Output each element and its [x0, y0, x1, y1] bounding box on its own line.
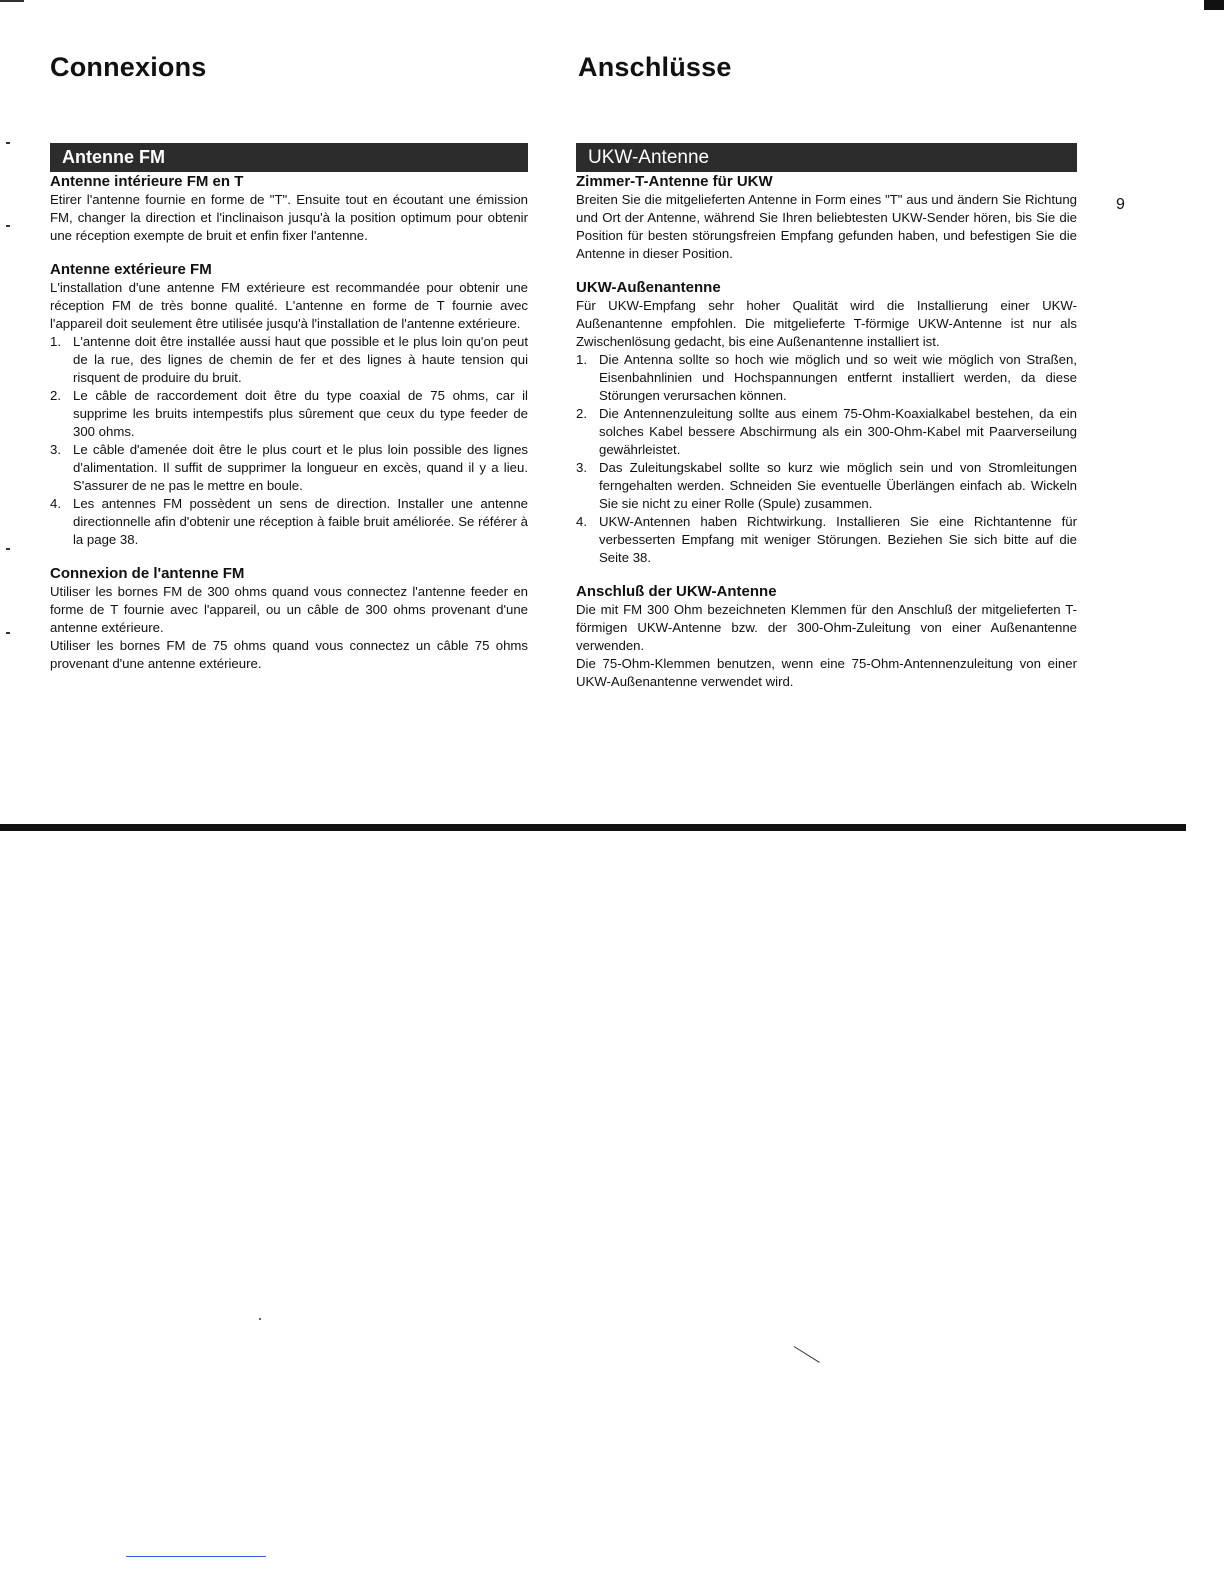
page-title-french: Connexions — [50, 52, 207, 82]
margin-speck — [6, 548, 10, 550]
list-item: 1. Die Antenna sollte so hoch wie möglich und so weit wie möglich von Straßen, Eisenbahnlinien und Hochspannungen entfernt installiert werden, da diese Störungen verursachen können. — [576, 352, 1077, 403]
section-heading: Connexion de l'antenne FM — [50, 565, 245, 582]
page-divider — [0, 824, 1186, 831]
section-heading: Antenne intérieure FM en T — [50, 173, 244, 190]
body-paragraph: Die mit FM 300 Ohm bezeichneten Klemmen für den Anschluß der mitgelieferten T-förmigen UKW-Antenne bzw. der 300-Ohm-Zuleitung von einer Außenantenne verwenden. — [576, 602, 1077, 653]
bottom-rule — [126, 1556, 266, 1557]
corner-mark — [0, 0, 24, 2]
list-item: 4. Les antennes FM possèdent un sens de direction. Installer une antenne directionnelle afin d'obtenir une réception à faible bruit améliorée. Se référer à la page 38. — [50, 496, 528, 547]
body-paragraph: Die 75-Ohm-Klemmen benutzen, wenn eine 75-Ohm-Antennenzuleitung von einer UKW-Außenantenne verwendet wird. — [576, 656, 1077, 689]
page-title-german: Anschlüsse — [578, 52, 732, 82]
section-heading: Zimmer-T-Antenne für UKW — [576, 173, 773, 190]
section-heading: UKW-Außenantenne — [576, 279, 721, 296]
section-heading: Anschluß der UKW-Antenne — [576, 583, 777, 600]
list-item: 2. Die Antennenzuleitung sollte aus einem 75-Ohm-Koaxialkabel bestehen, da ein solches Kabel bessere Abschirmung als ein 300-Ohm-Kabel mit Paarverseilung gewährleistet. — [576, 406, 1077, 457]
body-paragraph: Utiliser les bornes FM de 300 ohms quand vous connectez l'antenne feeder en forme de T fournie avec l'appareil, ou un câble de 300 ohms provenant d'une antenne extérieure. — [50, 584, 528, 635]
margin-speck — [6, 142, 10, 144]
scan-mark — [794, 1346, 820, 1363]
list-item: 4. UKW-Antennen haben Richtwirkung. Installieren Sie eine Richtantenne für verbesserten Empfang mit weniger Störungen. Beziehen Sie sich bitte auf die Seite 38. — [576, 514, 1077, 565]
body-paragraph: Etirer l'antenne fournie en forme de "T". Ensuite tout en écoutant une émission FM, changer la direction et l'inclinaison jusqu'à la position optimum pour obtenir une réception exempte de bruit et enfin fixer l'antenne. — [50, 192, 528, 243]
body-paragraph: L'installation d'une antenne FM extérieure est recommandée pour obtenir une réception FM de très bonne qualité. L'antenne en forme de T fournie avec l'appareil doit seulement être utilisée jusqu'à l'installation de l'antenne extérieure. — [50, 280, 528, 331]
page-number: 9 — [1116, 196, 1125, 213]
list-item: 3. Das Zuleitungskabel sollte so kurz wie möglich sein und von Stromleitungen ferngehalten werden. Schneiden Sie eventuelle Überlängen einfach ab. Wickeln Sie sie nicht zu einer Rolle (Spule) zusammen. — [576, 460, 1077, 511]
section-heading: Antenne extérieure FM — [50, 261, 212, 278]
numbered-list — [576, 351, 1077, 567]
body-paragraph: Für UKW-Empfang sehr hoher Qualität wird die Installierung einer UKW-Außenantenne empfohlen. Die mitgelieferte T-förmige UKW-Antenne ist nur als Zwischenlösung gedacht, bis eine Außenantenne installiert ist. — [576, 298, 1077, 349]
margin-speck — [6, 632, 10, 634]
body-paragraph: Utiliser les bornes FM de 75 ohms quand vous connectez un câble 75 ohms provenant d'une antenne extérieure. — [50, 638, 528, 671]
registration-mark — [1204, 0, 1224, 10]
margin-speck — [6, 225, 10, 227]
french-column — [50, 143, 528, 673]
body-paragraph: Breiten Sie die mitgelieferten Antenne in Form eines "T" aus und ändern Sie Richtung und Ort der Antenne, während Sie Ihren beliebtesten UKW-Sender hören, bis Sie die Position für besten störungsfreien Empfang gefunden haben, und befestigen Sie die Antenne in dieser Position. — [576, 192, 1077, 261]
numbered-list — [50, 333, 528, 549]
list-item: 1. L'antenne doit être installée aussi haut que possible et le plus loin qu'on peut de la rue, des lignes de chemin de fer et des lignes à haute tension qui risquent de produire du bruit. — [50, 334, 528, 385]
german-column — [576, 143, 1077, 691]
section-banner: Antenne FM — [50, 143, 528, 172]
section-banner: UKW-Antenne — [576, 143, 1077, 172]
list-item: 3. Le câble d'amenée doit être le plus court et le plus loin possible des lignes d'alimentation. Il suffit de supprimer la longueur en excès, quand il y a lieu. S'assurer de ne pas le mettre en boule. — [50, 442, 528, 493]
list-item: 2. Le câble de raccordement doit être du type coaxial de 75 ohms, car il supprime les bruits intempestifs plus sûrement que ceux du type feeder de 300 ohms. — [50, 388, 528, 439]
scan-speck — [259, 1318, 261, 1320]
